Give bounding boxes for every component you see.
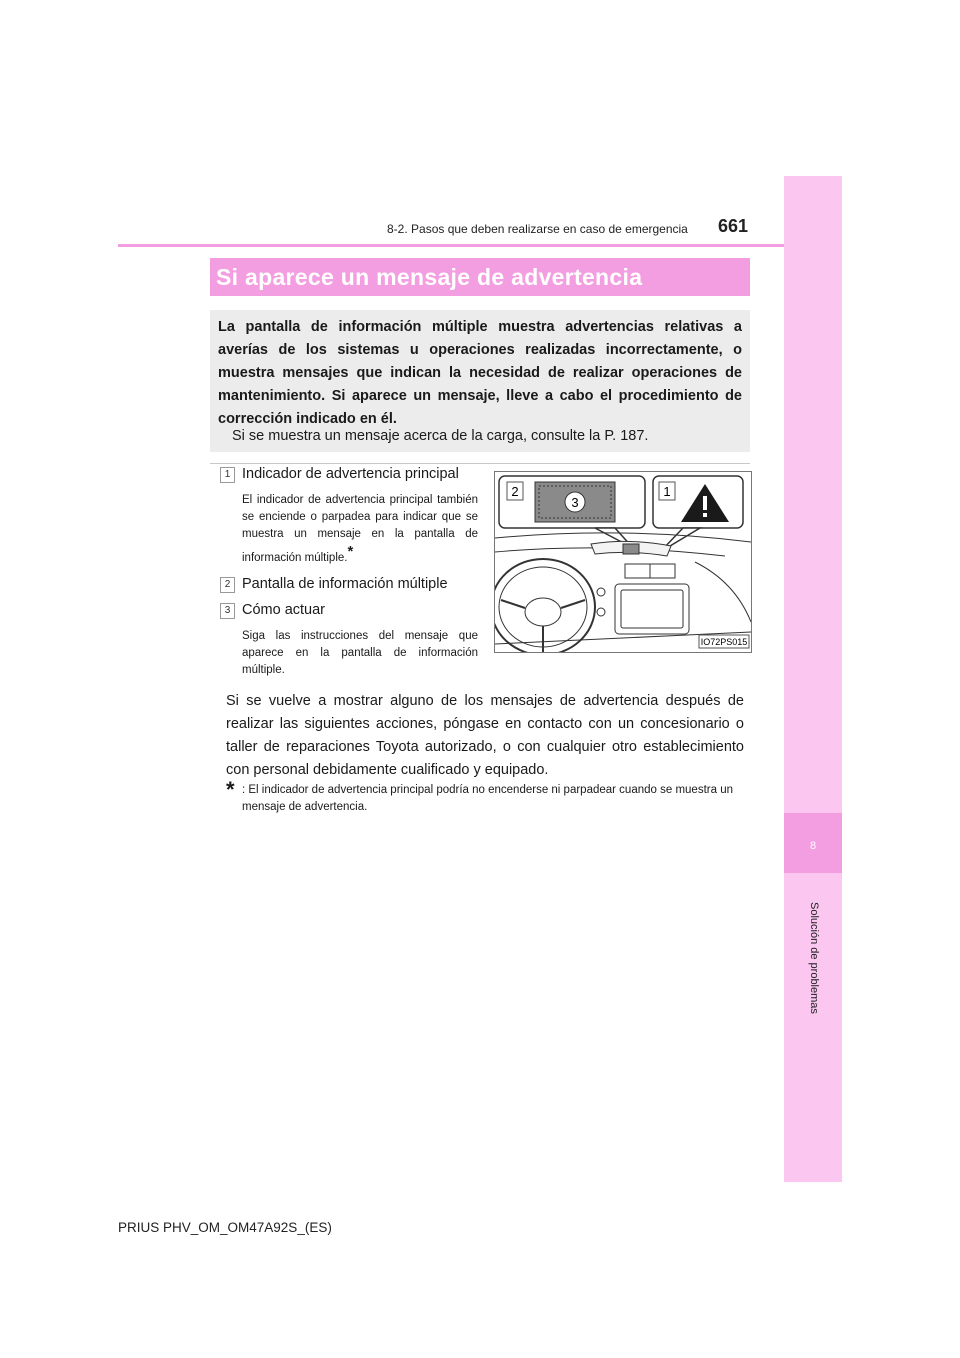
page-number: 661: [718, 216, 749, 236]
callout-1: 1: [663, 484, 671, 499]
body-paragraph: Si se vuelve a mostrar alguno de los mensajes de advertencia después de realizar las siguientes acciones, póngase en contacto con un concesionario o taller de reparaciones Toyota autorizado, o con cualquier otro establecimiento con personal debidamente cualificado y equipado.: [226, 693, 744, 778]
item-description-1: [242, 492, 478, 567]
dashboard-drawing: [495, 472, 751, 652]
item-title-2: Pantalla de información múltiple: [242, 576, 448, 592]
intro-note: Si se muestra un mensaje acerca de la carga, consulte la P. 187.: [232, 428, 649, 444]
footnote-star: *: [226, 777, 235, 802]
divider: [210, 463, 750, 464]
illustration-code: IO72PS015: [700, 637, 748, 647]
chapter-number: 8: [809, 840, 817, 852]
chapter-side-tab: [784, 176, 842, 1182]
chapter-title: Solución de problemas: [808, 902, 820, 1014]
item-title-1: Indicador de advertencia principal: [242, 466, 459, 482]
item-number-1: 1: [220, 467, 235, 483]
section-title-bar: [210, 258, 750, 296]
document-footer: PRIUS PHV_OM_OM47A92S_(ES): [118, 1220, 332, 1235]
item-number-3: 3: [220, 603, 235, 619]
intro-box: [210, 310, 750, 452]
steering-wheel: [495, 559, 595, 652]
header-rule: [118, 244, 784, 247]
section-label: 8-2. Pasos que deben realizarse en caso de emergencia: [387, 222, 688, 236]
footnote-marker: *: [347, 543, 354, 560]
footnote-text: : El indicador de advertencia principal podría no encenderse ni parpadear cuando se muestra un mensaje de advertencia.: [242, 784, 733, 813]
intro-text: La pantalla de información múltiple muestra advertencias relativas a averías de los sistemas u operaciones realizadas incorrectamente, o muestra mensajes que indican la necesidad de realizar operaciones de mantenimiento. Si aparece un mensaje, lleve a cabo el procedimiento de corrección indicado en él.: [218, 319, 742, 427]
dashboard-illustration: [494, 471, 752, 653]
item-description-1-text: El indicador de advertencia principal también se enciende o parpadea para indicar que se muestra un mensaje en la pantalla de información múltiple.: [242, 494, 478, 564]
callout-2: 2: [511, 484, 519, 499]
item-description-3: Siga las instrucciones del mensaje que aparece en la pantalla de información múltiple.: [242, 630, 478, 676]
section-title: Si aparece un mensaje de advertencia: [216, 264, 643, 290]
item-number-2: 2: [220, 577, 235, 593]
callout-3: 3: [571, 495, 579, 510]
item-title-3: Cómo actuar: [242, 602, 326, 618]
